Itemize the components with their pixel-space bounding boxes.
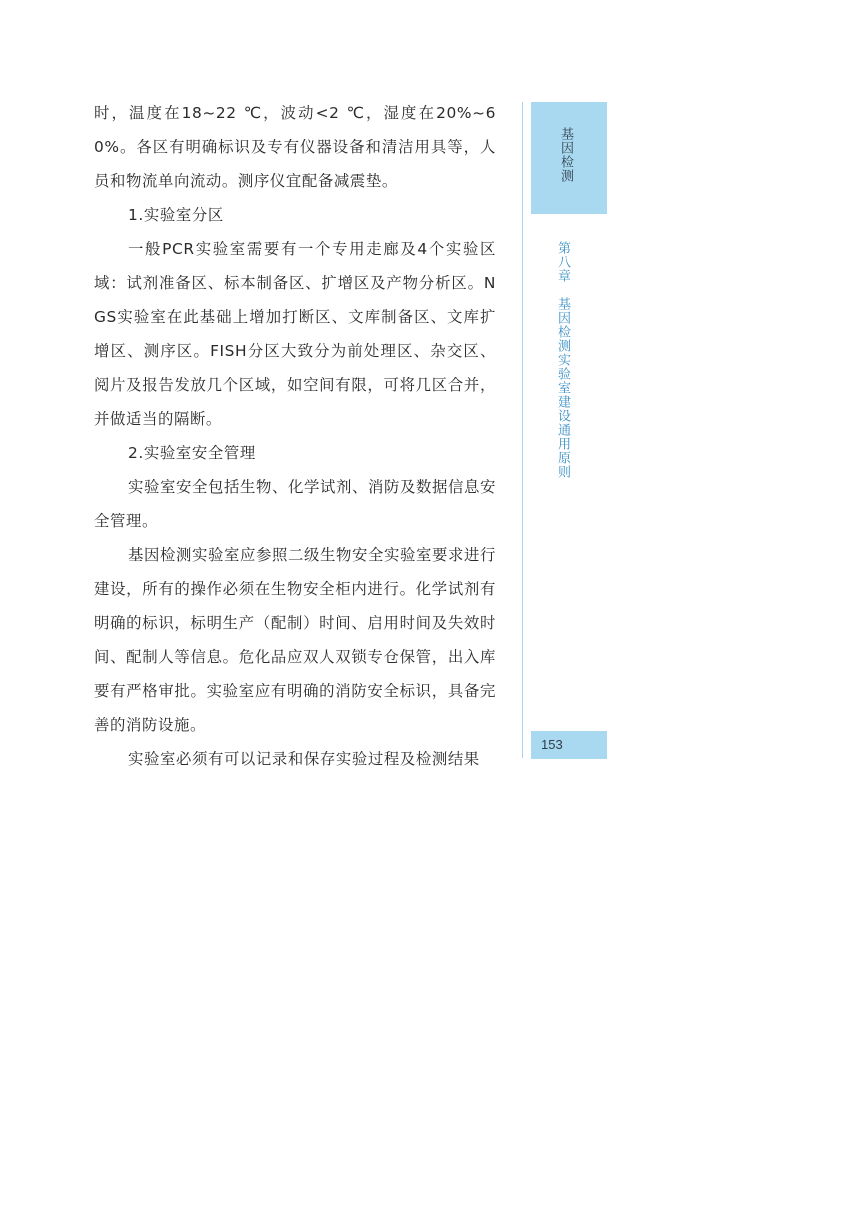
heading-lab-safety: 2.实验室安全管理 (128, 444, 256, 462)
body-text (94, 96, 496, 776)
paragraph-continuation: 时，温度在18~22 ℃，波动<2 ℃，湿度在20%~60%。各区有明确标识及专有仪器设备和清洁用具等，人员和物流单向流动。测序仪宜配备减震垫。 (94, 104, 496, 190)
chapter-label: 第八章 基因检测实验室建设通用原则 (555, 241, 570, 479)
page-number: 153 (541, 737, 563, 752)
paragraph-records: 实验室必须有可以记录和保存实验过程及检测结果 (128, 750, 480, 768)
column-divider (522, 102, 523, 758)
paragraph-zoning: 一般PCR实验室需要有一个专用走廊及4个实验区域：试剂准备区、标本制备区、扩增区及产物分析区。NGS实验室在此基础上增加打断区、文库制备区、文库扩增区、测序区。FISH分区大致分为前处理区、杂交区、阅片及报告发放几个区域，如空间有限，可将几区合并，并做适当的隔断。 (94, 240, 496, 428)
paragraph-safety-scope: 实验室安全包括生物、化学试剂、消防及数据信息安全管理。 (94, 478, 496, 530)
heading-lab-zoning: 1.实验室分区 (128, 206, 224, 224)
section-label: 基因检测 (558, 127, 573, 183)
paragraph-safety-details: 基因检测实验室应参照二级生物安全实验室要求进行建设，所有的操作必须在生物安全柜内进行。化学试剂有明确的标识，标明生产（配制）时间、启用时间及失效时间、配制人等信息。危化品应双人双锁专仓保管，出入库要有严格审批。实验室应有明确的消防安全标识，具备完善的消防设施。 (94, 546, 496, 734)
